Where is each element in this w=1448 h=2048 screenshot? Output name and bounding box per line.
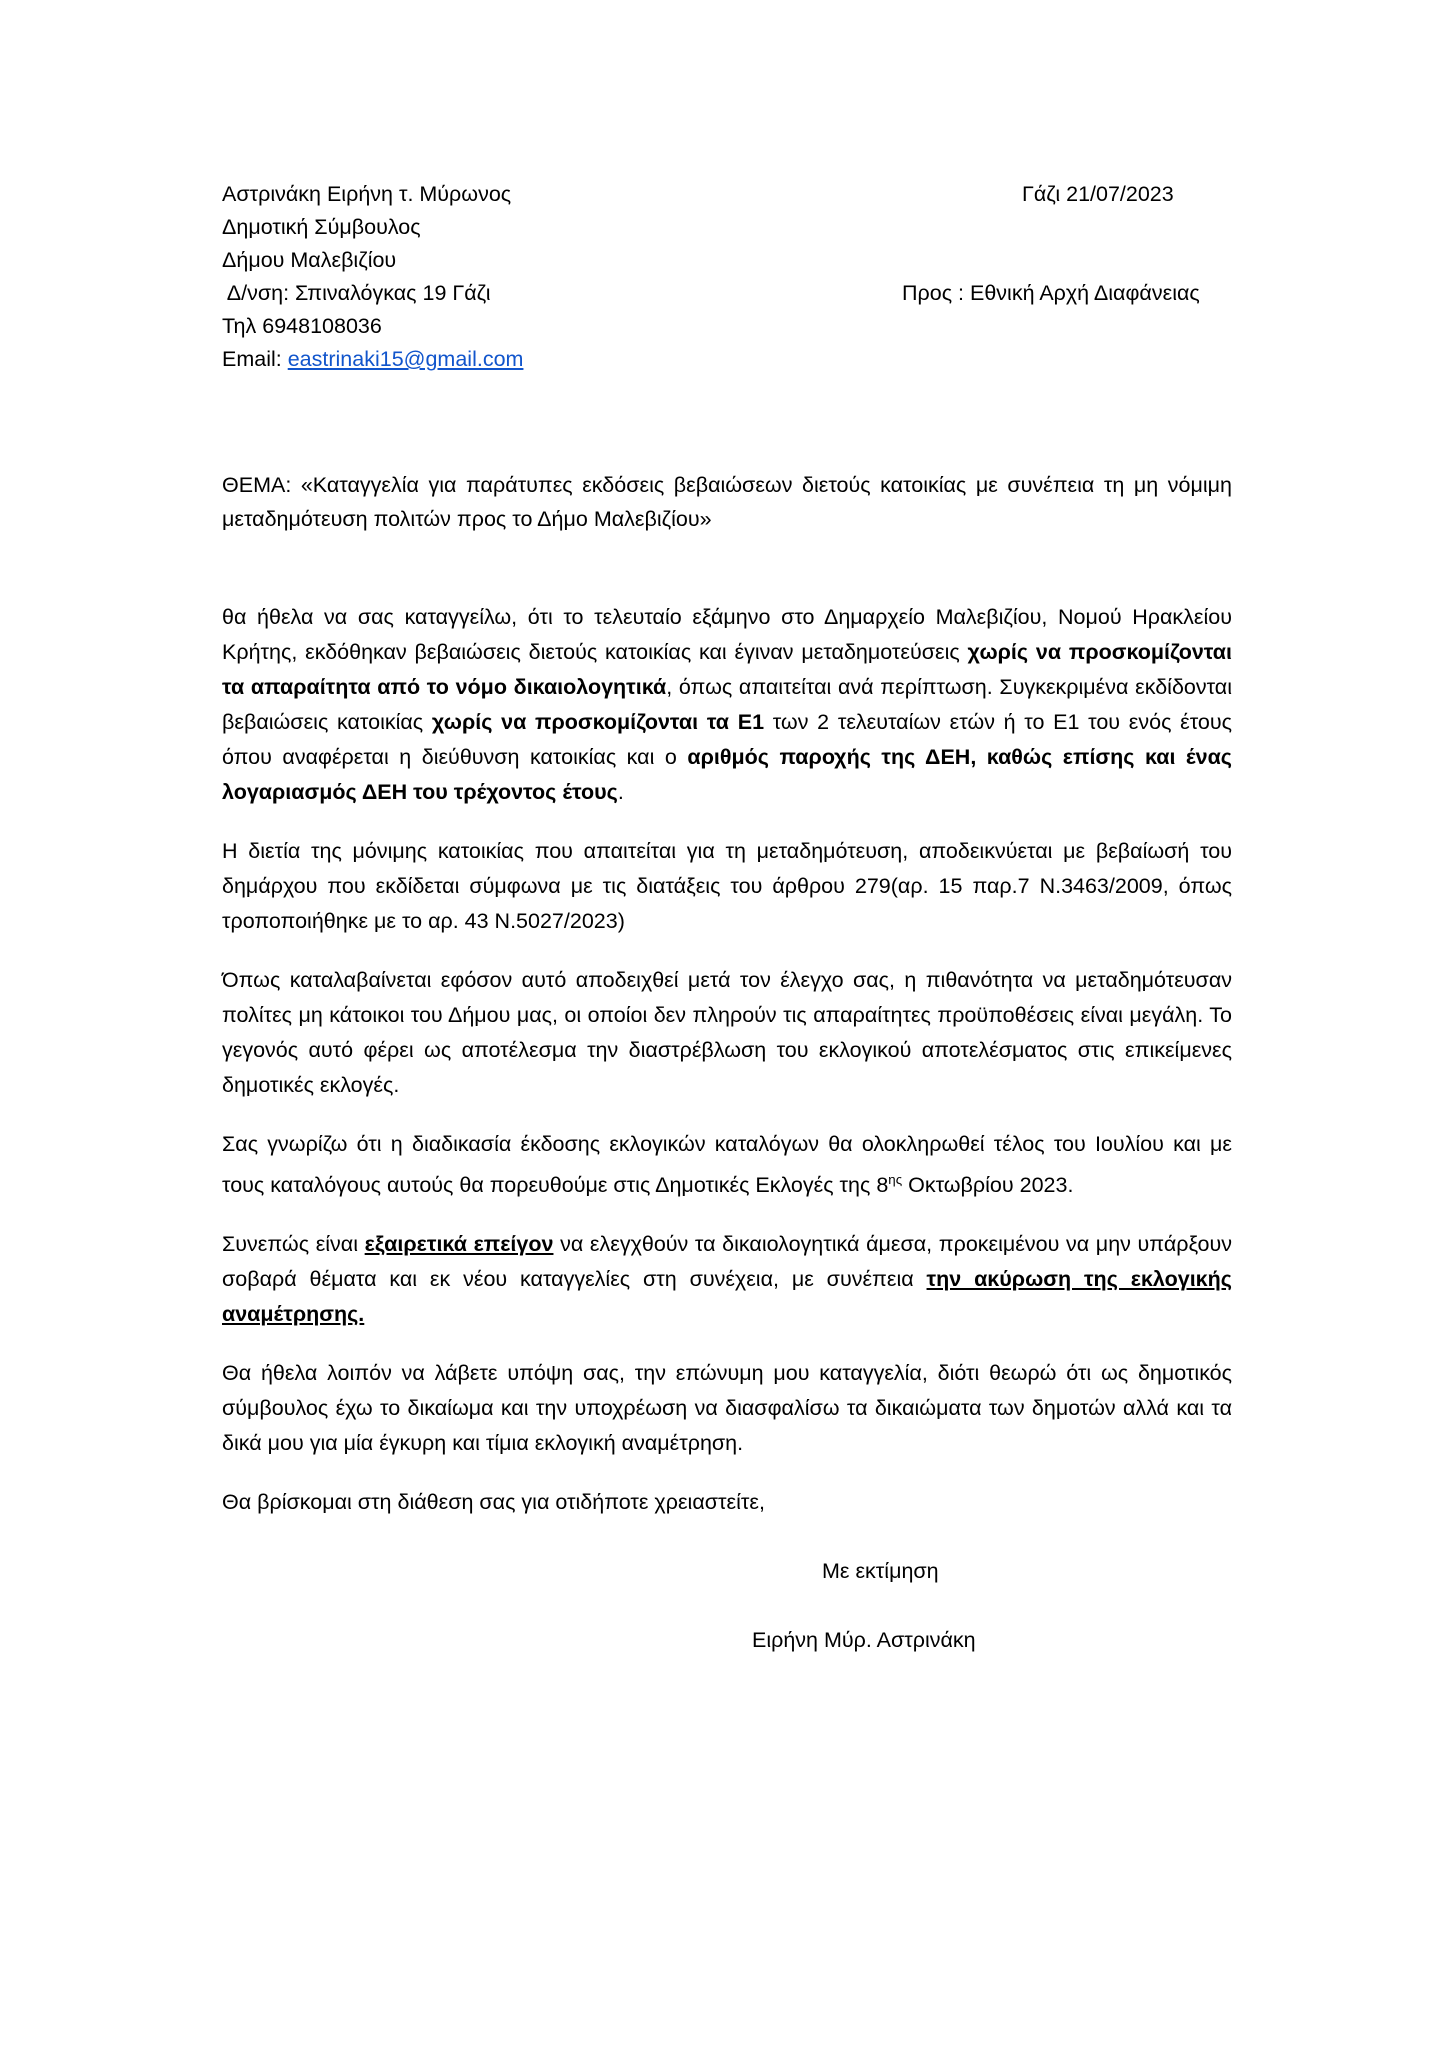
p5-emphasis-annulment: την ακύρωση της εκλογικής αναμέτρησης. <box>222 1267 1232 1327</box>
p1-part-e: . <box>617 780 624 804</box>
subject-text: «Καταγγελία για παράτυπες εκδόσεις βεβαιώσεων διετούς κατοικίας με συνέπεια τη μη νόμιμη μεταδημότευση πολιτών προς το Δήμο Μαλεβιζίου» <box>222 473 1232 531</box>
sender-line-municipality: Δήμου Μαλεβιζίου <box>222 248 397 272</box>
p1-part-d: των 2 τελευταίων ετών ή το Ε1 του ενός έτους όπου αναφέρεται η διεύθυνση κατοικίας και ο <box>222 710 1232 769</box>
header-right-block <box>842 178 1232 310</box>
letter-header <box>222 178 1232 376</box>
place-date: Γάζι 21/07/2023 <box>1022 182 1174 206</box>
p5-part-a: Συνεπώς είναι <box>222 1232 365 1257</box>
signature-block <box>222 1554 1232 1658</box>
paragraph-3: Όπως καταλαβαίνεται εφόσον αυτό αποδειχθεί μετά τον έλεγχο σας, η πιθανότητα να μεταδημότευσαν πολίτες μη κάτοικοι του Δήμου μας, οι οποίοι δεν πληρούν τις απαραίτητες προϋποθέσεις είναι μεγάλη. Το γεγονός αυτό φέρει ως αποτέλεσμα την διαστρέβλωση του εκλογικού αποτελέσματος στις επικείμενες δημοτικές εκλογές. <box>222 968 1232 1097</box>
sender-line-name: Αστρινάκη Ειρήνη τ. Μύρωνος <box>222 182 512 206</box>
sender-line-phone: Τηλ 6948108036 <box>222 314 382 338</box>
p4-ordinal-suffix: ης <box>888 1172 903 1187</box>
p5-part-b: να ελεγχθούν τα δικαιολογητικά άμεσα, προκειμένου να μην υπάρξουν σοβαρά θέματα και εκ νέου καταγγελίες στη συνέχεια, με συνέπεια <box>222 1232 1233 1292</box>
p5-emphasis-urgent: εξαιρετικά επείγον <box>364 1232 554 1257</box>
subject-line <box>222 468 1232 536</box>
email-link[interactable]: eastrinaki15@gmail.com <box>287 347 524 371</box>
paragraph-6: Θα ήθελα λοιπόν να λάβετε υπόψη σας, την επώνυμη μου καταγγελία, διότι θεωρώ ότι ως δημοτικός σύμβουλος έχω το δικαίωμα και την υποχρέωση να διασφαλίσω τα δικαιώματα των δημοτών αλλά και τα δικά μου για μία έγκυρη και τίμια εκλογική αναμέτρηση. <box>222 1361 1232 1456</box>
paragraph-1 <box>222 600 1232 810</box>
p1-bold-2: χωρίς να προσκομίζονται τα Ε1 <box>431 710 765 734</box>
paragraph-5 <box>222 1227 1232 1332</box>
sender-line-role: Δημοτική Σύμβουλος <box>222 215 421 239</box>
p1-part-a: θα ήθελα να σας καταγγείλω, ότι το τελευταίο εξάμηνο στο Δημαρχείο Μαλεβιζίου, Νομού Ηρακλείου Κρήτης, εκδόθηκαν βεβαιώσεις διετούς κατοικίας και έγιναν μεταδημοτεύσεις <box>222 605 1232 664</box>
recipient: Προς : Εθνική Αρχή Διαφάνειας <box>902 281 1200 305</box>
signature-name: Ειρήνη Μύρ. Αστρινάκη <box>752 1628 976 1653</box>
paragraph-2: Η διετία της μόνιμης κατοικίας που απαιτείται για τη μεταδημότευση, αποδεικνύεται με βεβαίωσή του δημάρχου που εκδίδεται σύμφωνα με τις διατάξεις του άρθρου 279(αρ. 15 παρ.7 Ν.3463/2009, όπως τροποποιήθηκε με το αρ. 43 Ν.5027/2023) <box>222 839 1232 933</box>
p1-part-c: , όπως απαιτείται ανά περίπτωση. Συγκεκριμένα εκδίδονται βεβαιώσεις κατοικίας <box>222 675 1233 734</box>
p1-bold-1: χωρίς να προσκομίζονται τα απαραίτητα από το νόμο δικαιολογητικά <box>222 640 1232 699</box>
subject-label: ΘΕΜΑ: <box>222 473 301 497</box>
paragraph-7: Θα βρίσκομαι στη διάθεση σας για οτιδήποτε χρειαστείτε, <box>222 1490 765 1515</box>
paragraph-4 <box>222 1127 1232 1203</box>
email-label: Email: <box>222 347 288 371</box>
sender-line-email <box>222 343 842 376</box>
sender-block <box>222 178 842 376</box>
document-content <box>222 178 1232 1658</box>
signature-closing: Με εκτίμηση <box>822 1559 939 1584</box>
p4-part-b: Οκτωβρίου 2023. <box>902 1173 1074 1198</box>
p1-bold-3: αριθμός παροχής της ΔΕΗ, καθώς επίσης και ένας λογαριασμός ΔΕΗ του τρέχοντος έτους <box>222 745 1232 804</box>
sender-line-address: Δ/νση: Σπιναλόγκας 19 Γάζι <box>222 281 491 305</box>
p4-part-a: Σας γνωρίζω ότι η διαδικασία έκδοσης εκλογικών καταλόγων θα ολοκληρωθεί τέλος του Ιουλίου και με τους καταλόγους αυτούς θα πορευθούμε στις Δημοτικές Εκλογές της 8 <box>222 1132 1232 1198</box>
letter-body <box>222 600 1232 1520</box>
